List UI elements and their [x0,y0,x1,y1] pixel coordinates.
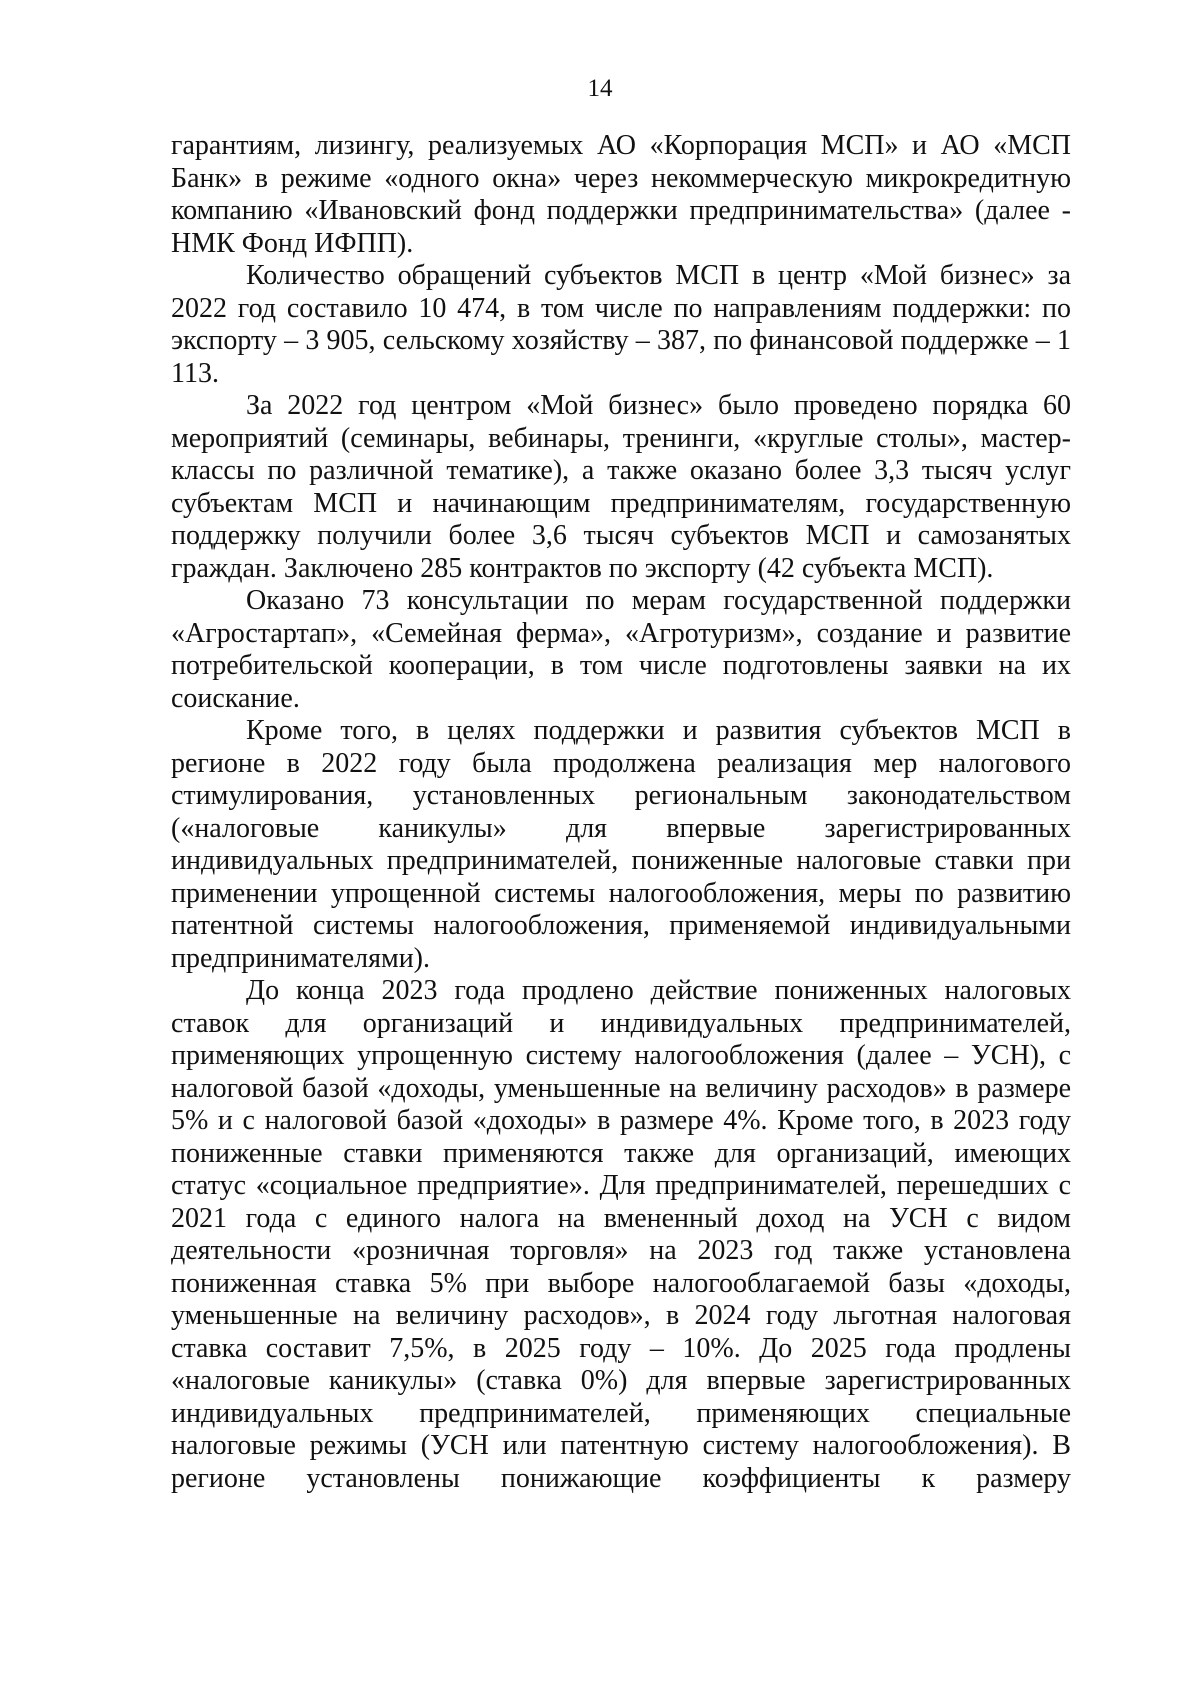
paragraph-3: За 2022 год центром «Мой бизнес» было проведено порядка 60 мероприятий (семинары, вебинары, тренинги, «круглые столы», мастер-классы по различной тематике), а также оказано более 3,3 тысяч услуг субъектам МСП и начинающим предпринимателям, государственную поддержку получили более 3,6 тысяч субъектов МСП и самозанятых граждан. Заключено 285 контрактов по экспорту (42 субъекта МСП). [171,390,1071,584]
body-text [171,130,1071,1495]
page-number: 14 [587,75,613,102]
paragraph-4: Оказано 73 консультации по мерам государственной поддержки «Агростартап», «Семейная ферма», «Агротуризм», создание и развитие потребительской кооперации, в том числе подготовлены заявки на их соискание. [171,585,1071,714]
paragraph-6: До конца 2023 года продлено действие пониженных налоговых ставок для организаций и индивидуальных предпринимателей, применяющих упрощенную систему налогообложения (далее – УСН), с налоговой базой «доходы, уменьшенные на величину расходов» в размере 5% и с налоговой базой «доходы» в размере 4%. Кроме того, в 2023 году пониженные ставки применяются также для организаций, имеющих статус «социальное предприятие». Для предпринимателей, перешедших с 2021 года с единого налога на вмененный доход на УСН с видом деятельности «розничная торговля» на 2023 год также установлена пониженная ставка 5% при выборе налогооблагаемой базы «доходы, уменьшенные на величину расходов», в 2024 году льготная налоговая ставка составит 7,5%, в 2025 году – 10%. До 2025 года продлены «налоговые каникулы» (ставка 0%) для впервые зарегистрированных индивидуальных предпринимателей, применяющих специальные налоговые режимы (УСН или патентную систему налогообложения). В регионе установлены понижающие коэффициенты к размеру [171,975,1071,1494]
paragraph-1: гарантиям, лизингу, реализуемых АО «Корпорация МСП» и АО «МСП Банк» в режиме «одного окна» через некоммерческую микрокредитную компанию «Ивановский фонд поддержки предпринимательства» (далее - НМК Фонд ИФПП). [171,130,1071,259]
paragraph-5: Кроме того, в целях поддержки и развития субъектов МСП в регионе в 2022 году была продолжена реализация мер налогового стимулирования, установленных региональным законодательством («налоговые каникулы» для впервые зарегистрированных индивидуальных предпринимателей, пониженные налоговые ставки при применении упрощенной системы налогообложения, меры по развитию патентной системы налогообложения, применяемой индивидуальными предпринимателями). [171,715,1071,974]
paragraph-2: Количество обращений субъектов МСП в центр «Мой бизнес» за 2022 год составило 10 474, в том числе по направлениям поддержки: по экспорту – 3 905, сельскому хозяйству – 387, по финансовой поддержке – 1 113. [171,260,1071,389]
